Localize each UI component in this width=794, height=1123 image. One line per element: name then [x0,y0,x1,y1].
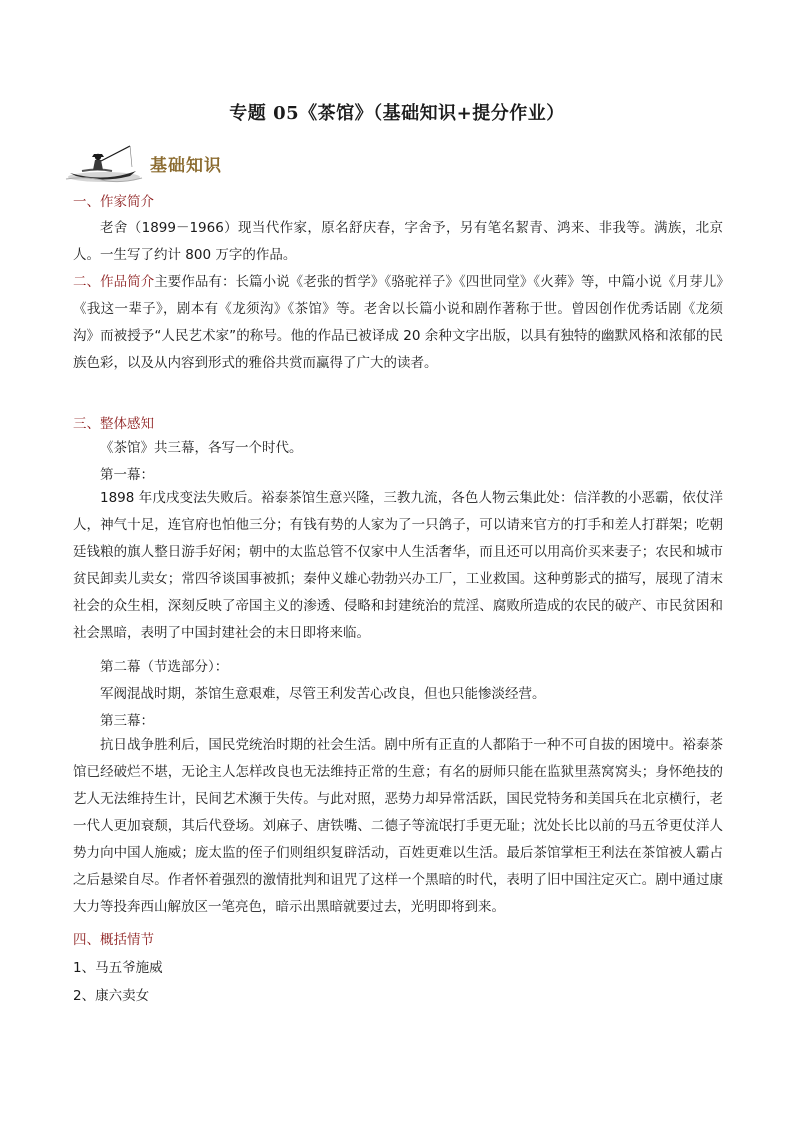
act1-paragraph: 1898 年戊戌变法失败后。裕泰茶馆生意兴隆，三教九流，各色人物云集此处：信洋教的小恶霸，依仗洋人，神气十足，连官府也怕他三分；有钱有势的人家为了一只鸽子，可以请来官方的打手和差人打群架；吃朝廷钱粮的旗人整日游手好闲；朝中的太监总管不仅家中人生活奢华，而且还可以用高价买来妻子；农民和城市贫民卸卖儿卖女；常四爷谈国事被抓；秦仲义雄心勃勃兴办工厂，工业救国。这种剪影式的描写，展现了清末社会的众生相，深刻反映了帝国主义的渗透、侵略和封建统治的荒淫、腐败所造成的农民的破产、市民贫困和社会黑暗，表明了中国封建社会的末日即将来临。 [73,490,723,641]
heading-author: 一、作家简介 [73,194,154,210]
act1-label: 第一幕： [100,467,154,483]
heading-works: 二、作品简介 [73,274,155,290]
badge-label: 基础知识 [150,156,222,176]
works-text: 主要作品有：长篇小说《老张的哲学》《骆驼祥子》《四世同堂》《火葬》等，中篇小说《月芽儿》《我这一辈子》，剧本有《龙须沟》《茶馆》等。老舍以长篇小说和剧作著称于世。曾因创作优秀话剧《龙须沟》而被授予“人民艺术家”的称号。他的作品已被译成 20 余种文字出版，以具有独特的幽默风格和浓郁的民族色彩，以及从内容到形式的雅俗共赏而赢得了广大的读者。 [73,274,724,371]
act3-paragraph: 抗日战争胜利后，国民党统治时期的社会生活。剧中所有正直的人都陷于一种不可自拔的困境中。裕泰茶馆已经破烂不堪，无论主人怎样改良也无法维持正常的生意；有名的厨师只能在监狱里蒸窝窝头；身怀绝技的艺人无法维持生计，民间艺术濒于失传。与此对照，恶势力却异常活跃，国民党特务和美国兵在北京横行，老一代人更加衰颓，其后代登场。刘麻子、唐铁嘴、二德子等流氓打手更无耻；沈处长比以前的马五爷更仗洋人势力向中国人施威；庞太监的侄子们则组织复辟活动，百姓更难以生活。最后茶馆掌柜王利法在茶馆被人霸占之后悬梁自尽。作者怀着强烈的激情批判和诅咒了这样一个黑暗的时代，表明了旧中国注定灭亡。剧中通过康大力等投奔西山解放区一笔亮色，暗示出黑暗就要过去，光明即将到来。 [73,737,723,915]
plot-item: 2、康六卖女 [73,988,150,1004]
page-title: 专题 05《茶馆》（基础知识+提分作业） [229,103,565,124]
works-paragraph [73,269,723,377]
plot-item: 1、马五爷施威 [73,960,163,976]
heading-overview: 三、整体感知 [73,416,154,432]
heading-plot: 四、概括情节 [73,932,154,948]
fisherman-boat-icon [64,143,144,185]
act2-paragraph: 军阀混战时期，茶馆生意艰难，尽管王利发苦心改良，但也只能惨淡经营。 [100,686,546,702]
act3-label: 第三幕： [100,713,154,729]
act2-label: 第二幕（节选部分）： [100,659,229,675]
overview-intro: 《茶馆》共三幕，各写一个时代。 [100,440,303,456]
author-paragraph: 老舍（1899－1966）现当代作家，原名舒庆春，字舍予，另有笔名絜青、鸿来、非我等。满族，北京人。一生写了约计 800 万字的作品。 [73,220,723,263]
section-badge [64,143,234,185]
